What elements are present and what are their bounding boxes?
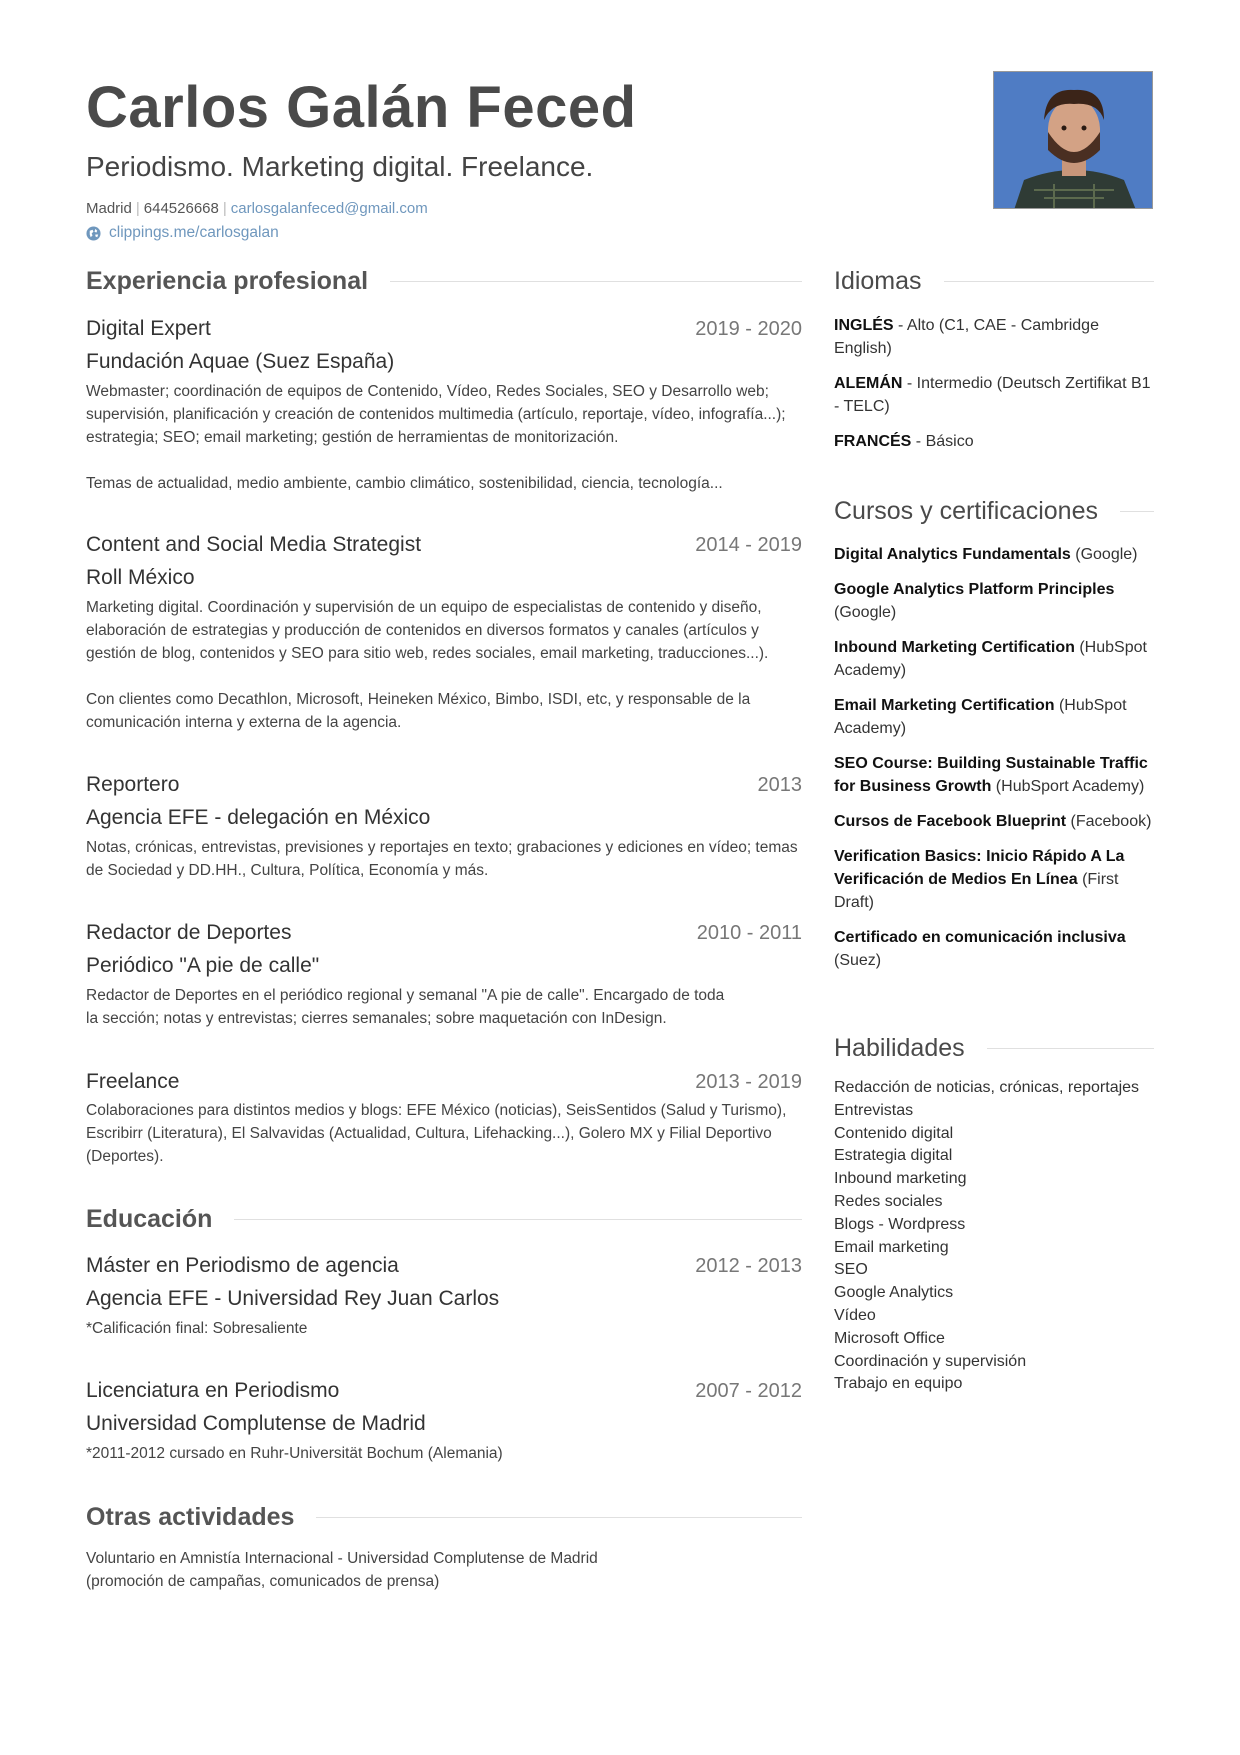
entry-description [86, 596, 802, 734]
course-issuer: (HubSport Academy) [991, 778, 1145, 795]
skill-item: Redacción de noticias, crónicas, reportajes [834, 1079, 1140, 1096]
course-issuer: (Facebook) [1066, 813, 1152, 830]
entry-note: *Calificación final: Sobresaliente [86, 1319, 308, 1337]
entry-description-paragraph: Colaboraciones para distintos medios y blogs: EFE México (noticias), SeisSentidos (Salud y Turismo), Escribirr (Literatura), El Salvavidas (Actualidad, Cultura, Lifehacking...), Golero MX y Filial Deportivo (Deportes). [86, 1102, 787, 1166]
course-item [834, 636, 1154, 682]
skills-list [834, 1077, 1154, 1396]
course-issuer: (Suez) [834, 952, 882, 969]
entry-role: Reportero [86, 773, 180, 796]
course-name: Cursos de Facebook Blueprint [834, 813, 1067, 830]
other-activities-heading [86, 1502, 802, 1532]
website-text[interactable]: clippings.me/carlosgalan [109, 224, 279, 241]
languages-list [834, 314, 1154, 465]
course-name: Inbound Marketing Certification [834, 639, 1075, 656]
entry-description-paragraph: Con clientes como Decathlon, Microsoft, Heineken México, Bimbo, ISDI, etc, y responsable de la comunicación interna y externa de la agencia. [86, 690, 751, 731]
other-activity-line: Voluntario en Amnistía Internacional - Universidad Complutense de Madrid [86, 1550, 598, 1567]
course-item [834, 845, 1154, 914]
entry-description [86, 836, 802, 882]
skill-item: Trabajo en equipo [834, 1375, 963, 1393]
entry-organization: Roll México [86, 566, 195, 590]
contact-email-link[interactable]: carlosgalanfeced@gmail.com [230, 200, 428, 217]
course-name: Verification Basics: Inicio Rápido A La Verificación de Medios En Línea [834, 848, 1125, 888]
course-name: Digital Analytics Fundamentals [834, 546, 1071, 563]
skill-item: Email marketing [834, 1238, 949, 1256]
languages-heading-text: Idiomas [834, 267, 922, 295]
experience-heading [86, 266, 802, 296]
course-issuer: (HubSpot Academy) [834, 697, 1127, 737]
experience-entry [86, 771, 802, 882]
entry-dates: 2007 - 2012 [695, 1380, 802, 1402]
entry-organization: Fundación Aquae (Suez España) [86, 350, 395, 374]
education-entry [86, 1252, 802, 1340]
experience-entry [86, 315, 802, 495]
course-item [834, 578, 1154, 624]
contact-phone: 644526668 [143, 200, 219, 217]
entry-degree: Máster en Periodismo de agencia [86, 1254, 399, 1277]
courses-heading-text: Cursos y certificaciones [834, 497, 1098, 525]
course-item [834, 543, 1154, 566]
entry-role: Redactor de Deportes [86, 921, 292, 944]
skills-heading-text: Habilidades [834, 1034, 965, 1062]
entry-school: Universidad Complutense de Madrid [86, 1412, 426, 1436]
other-activities-text [86, 1547, 802, 1593]
entry-degree: Licenciatura en Periodismo [86, 1379, 340, 1402]
skill-item: Estrategia digital [834, 1147, 953, 1165]
entry-dates: 2013 [757, 774, 802, 796]
language-item [834, 372, 1154, 418]
skill-item: SEO [834, 1261, 868, 1279]
course-issuer: (First Draft) [834, 871, 1119, 911]
language-item [834, 314, 1154, 360]
course-issuer: (Google) [1070, 546, 1138, 563]
course-item [834, 694, 1154, 740]
entry-description-paragraph: Redactor de Deportes en el periódico regional y semanal "A pie de calle". Encargado de toda la sección; notas y entrevistas; cierres semanales; sobre maquetación con InDesign. [86, 986, 725, 1027]
entry-school: Agencia EFE - Universidad Rey Juan Carlos [86, 1287, 500, 1311]
skill-item: Coordinación y supervisión [834, 1352, 1027, 1370]
skill-item: Entrevistas [834, 1101, 914, 1119]
entry-description-paragraph: Marketing digital. Coordinación y supervisión de un equipo de especialistas de contenido y diseño, elaboración de estrategias y producción de contenidos en diversos formatos y canales (artículos y gestión de blog, contenidos y SEO para sitio web, redes sociales, email marketing, traducciones...). [86, 598, 769, 662]
education-entry [86, 1377, 802, 1465]
website-link[interactable] [86, 224, 279, 242]
course-issuer: (Google) [834, 604, 897, 621]
entry-dates: 2014 - 2019 [695, 534, 802, 556]
entry-note: *2011-2012 cursado en Ruhr-Universität Bochum (Alemania) [86, 1444, 503, 1462]
course-item [834, 926, 1154, 972]
language-item [834, 430, 1154, 453]
entry-description [86, 1099, 802, 1168]
skill-item: Vídeo [834, 1306, 876, 1324]
entry-description [86, 380, 802, 495]
portrait-image [994, 72, 1153, 209]
entry-dates: 2019 - 2020 [695, 318, 802, 340]
course-item [834, 752, 1154, 798]
courses-list [834, 543, 1154, 984]
language-name: FRANCÉS [834, 433, 912, 450]
entry-description-paragraph: Temas de actualidad, medio ambiente, cambio climático, sostenibilidad, ciencia, tecnología... [86, 474, 723, 492]
course-issuer: (HubSpot Academy) [834, 639, 1147, 679]
experience-entry [86, 919, 802, 1030]
course-name: Email Marketing Certification [834, 697, 1055, 714]
language-level: - Intermedio (Deutsch Zertifikat B1 - TELC) [834, 375, 1151, 415]
entry-role: Digital Expert [86, 317, 211, 340]
entry-description-paragraph: Notas, crónicas, entrevistas, previsiones y reportajes en texto; grabaciones y ediciones en vídeo; temas de Sociedad y DD.HH., Cultura, Política, Economía y más. [86, 838, 798, 879]
entry-role: Freelance [86, 1070, 180, 1093]
skills-heading [834, 1033, 1154, 1063]
other-activity-line: (promoción de campañas, comunicados de prensa) [86, 1573, 440, 1590]
other-activities-heading-text: Otras actividades [86, 1503, 295, 1531]
entry-dates: 2013 - 2019 [695, 1071, 802, 1093]
course-item [834, 810, 1154, 833]
entry-dates: 2012 - 2013 [695, 1255, 802, 1277]
globe-icon [86, 226, 101, 241]
entry-description-paragraph: Webmaster; coordinación de equipos de Contenido, Vídeo, Redes Sociales, SEO y Desarrollo web; supervisión, planificación y creación de contenidos multimedia (artículo, reportaje, vídeo, infografía...); estrategia; SEO; email marketing; gestión de herramientas de monitorización. [86, 382, 786, 446]
skill-item: Google Analytics [834, 1284, 954, 1302]
courses-heading [834, 496, 1154, 526]
profile-photo [993, 71, 1153, 209]
entry-dates: 2010 - 2011 [696, 922, 802, 944]
language-name: ALEMÁN [834, 375, 903, 392]
contact-line: Madrid | 644526668 | carlosgalanfeced@gmail.com [86, 200, 428, 217]
entry-role: Content and Social Media Strategist [86, 533, 422, 556]
course-name: Google Analytics Platform Principles [834, 581, 1115, 598]
language-level: - Alto (C1, CAE - Cambridge English) [834, 317, 1099, 357]
course-name: Certificado en comunicación inclusiva [834, 929, 1126, 946]
education-heading [86, 1204, 802, 1234]
skill-item: Blogs - Wordpress [834, 1215, 966, 1233]
contact-city: Madrid [86, 200, 132, 217]
course-name: SEO Course: Building Sustainable Traffic for Business Growth [834, 755, 1148, 795]
skill-item: Redes sociales [834, 1192, 943, 1210]
skill-item: Contenido digital [834, 1124, 954, 1142]
languages-heading [834, 266, 1154, 296]
experience-heading-text: Experiencia profesional [86, 267, 369, 295]
skill-item: Inbound marketing [834, 1170, 967, 1188]
entry-organization: Agencia EFE - delegación en México [86, 806, 431, 830]
candidate-name: Carlos Galán Feced [86, 75, 637, 140]
skill-item: Microsoft Office [834, 1329, 945, 1347]
language-name: INGLÉS [834, 317, 894, 334]
experience-entry [86, 531, 802, 734]
candidate-tagline: Periodismo. Marketing digital. Freelance. [86, 151, 594, 182]
entry-organization: Periódico "A pie de calle" [86, 954, 320, 978]
experience-entry [86, 1068, 802, 1168]
entry-description [86, 984, 736, 1030]
education-heading-text: Educación [86, 1205, 213, 1233]
language-level: - Básico [911, 433, 974, 450]
